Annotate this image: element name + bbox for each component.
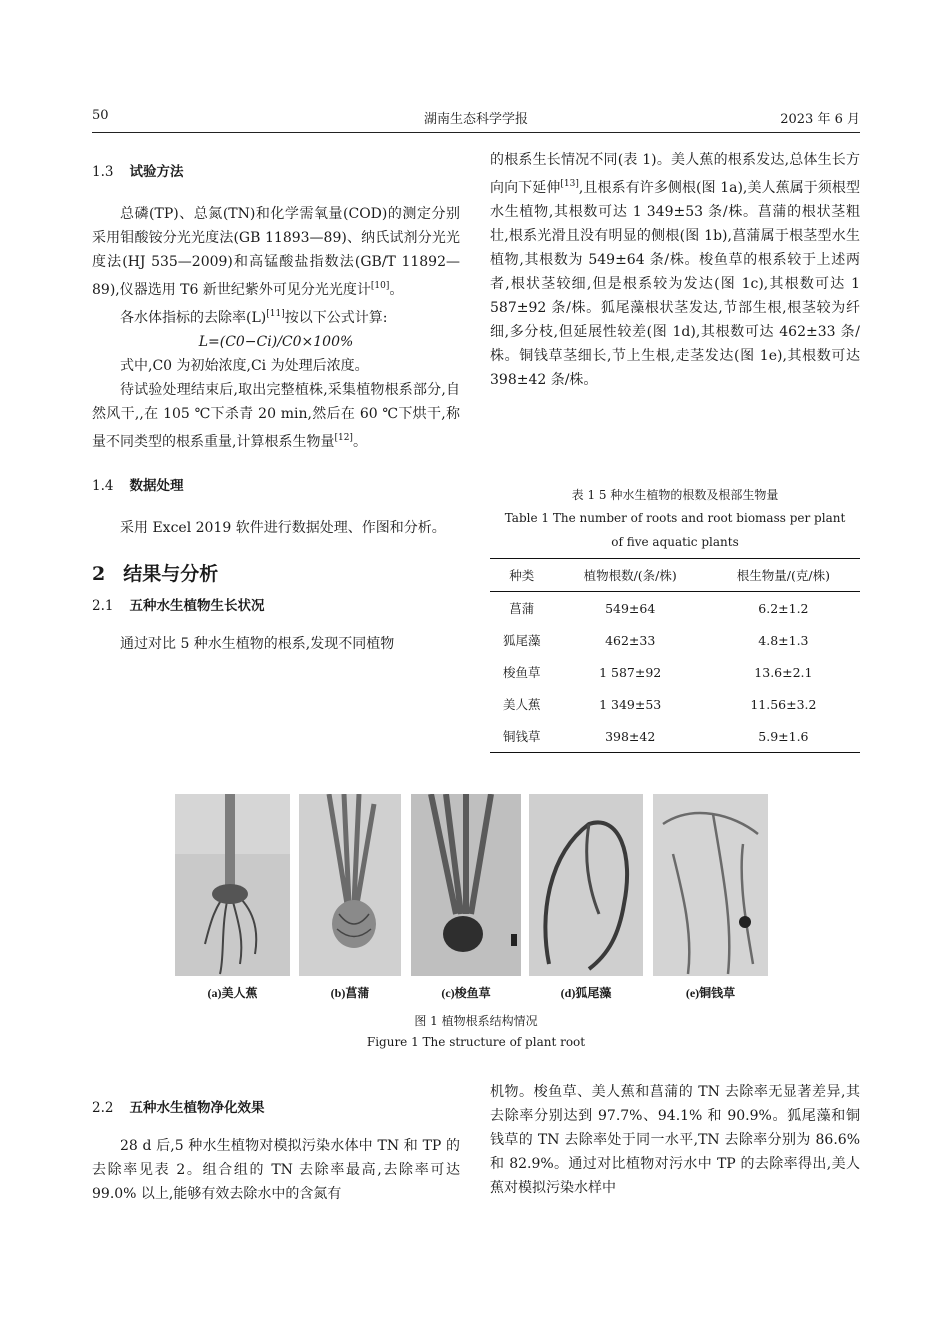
table-cell: 5.9±1.6 xyxy=(707,720,860,753)
table-cell: 549±64 xyxy=(605,600,656,616)
section-2-2-right xyxy=(490,1080,860,1200)
right-column xyxy=(490,148,860,392)
table-cell: 菖蒲 xyxy=(509,601,535,616)
formula: L=(C0−Ci)/C0×100% xyxy=(198,334,354,350)
root-photo-d xyxy=(529,794,643,976)
table-title-cn: 表 1 5 种水生植物的根数及根部生物量 xyxy=(571,488,779,502)
table-cell: 狐尾藻 xyxy=(503,633,541,648)
photo-label: (e)铜钱草 xyxy=(685,986,736,1000)
table-cell: 462±33 xyxy=(605,632,656,648)
table-cell: 1 349±53 xyxy=(599,696,662,712)
table-cell: 6.2±1.2 xyxy=(758,600,809,616)
paragraph: 采用 Excel 2019 软件进行数据处理、作图和分析。 xyxy=(120,520,446,536)
section-1-3-heading: 1.3 试验方法 xyxy=(92,164,184,180)
table-cell: 4.8±1.3 xyxy=(758,632,809,648)
paragraph: 各水体指标的去除率(L)[11]按以下公式计算: xyxy=(120,309,388,326)
table-title-en-2: of five aquatic plants xyxy=(611,535,739,549)
root-photo-b xyxy=(299,794,401,976)
left-column xyxy=(92,160,460,656)
table-cell: 铜钱草 xyxy=(490,720,554,753)
table-header: 植物根数/(条/株) xyxy=(554,559,707,592)
paragraph: 式中,C0 为初始浓度,Ci 为处理后浓度。 xyxy=(120,358,369,374)
header-rule xyxy=(92,132,860,133)
table-row xyxy=(490,688,860,720)
table-row xyxy=(490,624,860,656)
table-cell: 梭鱼草 xyxy=(503,665,541,680)
paragraph: 的根系生长情况不同(表 1)。美人蕉的根系发达,总体生长方向向下延伸[13],且根系有许多侧根(图 1a),美人蕉属于须根型水生植物,其根数可达 1 349±53 条/株。菖蒲的根状茎粗壮,根系光滑且没有明显的侧根(图 1b),菖蒲属于根茎型水生植物,其根数为 549±64 条/株。梭鱼草的根系较于上述两者,根状茎较细,但是根系较为发达(图 1c),其根数可达 1 587±92 条/株。狐尾藻根状茎发达,节部生根,根茎较为纤细,多分枝,但延展性较差(图 1d),其根数可达 462±33 条/株。铜钱草茎细长,节上生根,走茎发达(图 1e),其根数可达 398±42 条/株。 xyxy=(490,152,861,388)
figure-caption-en: Figure 1 The structure of plant root xyxy=(366,1035,586,1049)
root-photo-c xyxy=(411,794,521,976)
table-cell: 398±42 xyxy=(554,720,707,753)
journal-title: 湖南生态科学学报 xyxy=(423,112,528,127)
paragraph: 通过对比 5 种水生植物的根系,发现不同植物 xyxy=(120,636,395,652)
photo-label: (c)梭鱼草 xyxy=(441,986,491,1000)
photo-label: (a)美人蕉 xyxy=(207,986,258,1000)
section-2-2-heading: 2.2 五种水生植物净化效果 xyxy=(92,1100,265,1116)
table-cell: 1 587±92 xyxy=(599,664,662,680)
table-cell: 11.56±3.2 xyxy=(750,696,817,712)
root-photo-a xyxy=(175,794,290,976)
table-header: 种类 xyxy=(490,559,554,592)
table-row xyxy=(490,720,860,753)
section-2-2-left xyxy=(92,1096,460,1206)
page-number: 50 xyxy=(92,108,109,123)
paragraph: 28 d 后,5 种水生植物对模拟污染水体中 TN 和 TP 的去除率见表 2。组合组的 TN 去除率最高,去除率可达 99.0% 以上,能够有效去除水中的含氮有 xyxy=(92,1138,460,1202)
root-photo-e xyxy=(653,794,768,976)
figure-caption-cn: 图 1 植物根系结构情况 xyxy=(414,1014,538,1028)
section-1-4-heading: 1.4 数据处理 xyxy=(92,478,184,494)
table-cell: 美人蕉 xyxy=(503,697,541,712)
table-cell: 13.6±2.1 xyxy=(754,664,813,680)
table-header: 根生物量/(克/株) xyxy=(707,559,860,592)
photo-label: (d)狐尾藻 xyxy=(560,986,612,1000)
table-1 xyxy=(490,558,860,753)
section-2-1-heading: 2.1 五种水生植物生长状况 xyxy=(92,598,265,614)
issue-date: 2023 年 6 月 xyxy=(780,112,860,127)
paragraph: 机物。梭鱼草、美人蕉和菖蒲的 TN 去除率无显著差异,其去除率分别达到 97.7%、94.1% 和 90.9%。狐尾藻和铜钱草的 TN 去除率处于同一水平,TN 去除率分别为 86.6% 和 82.9%。通过对比植物对污水中 TP 的去除率得出,美人蕉对模拟污染水样中 xyxy=(490,1084,860,1196)
running-header xyxy=(92,108,860,130)
table-row xyxy=(490,592,860,625)
table-title-en-1: Table 1 The number of roots and root biomass per plant xyxy=(504,511,846,525)
section-2-heading: 2 结果与分析 xyxy=(92,563,219,585)
photo-label: (b)菖蒲 xyxy=(330,986,370,1000)
table-row xyxy=(490,656,860,688)
paragraph: 待试验处理结束后,取出完整植株,采集植物根系部分,自然风干,,在 105 ℃下杀青 20 min,然后在 60 ℃下烘干,称量不同类型的根系重量,计算根系生物量[12]。 xyxy=(92,382,460,450)
paragraph: 总磷(TP)、总氮(TN)和化学需氧量(COD)的测定分别采用钼酸铵分光光度法(GB 11893—89)、纳氏试剂分光光度法(HJ 535—2009)和高锰酸盐指数法(GB/T 11892—89),仪器选用 T6 新世纪紫外可见分光光度计[10]。 xyxy=(92,206,460,298)
